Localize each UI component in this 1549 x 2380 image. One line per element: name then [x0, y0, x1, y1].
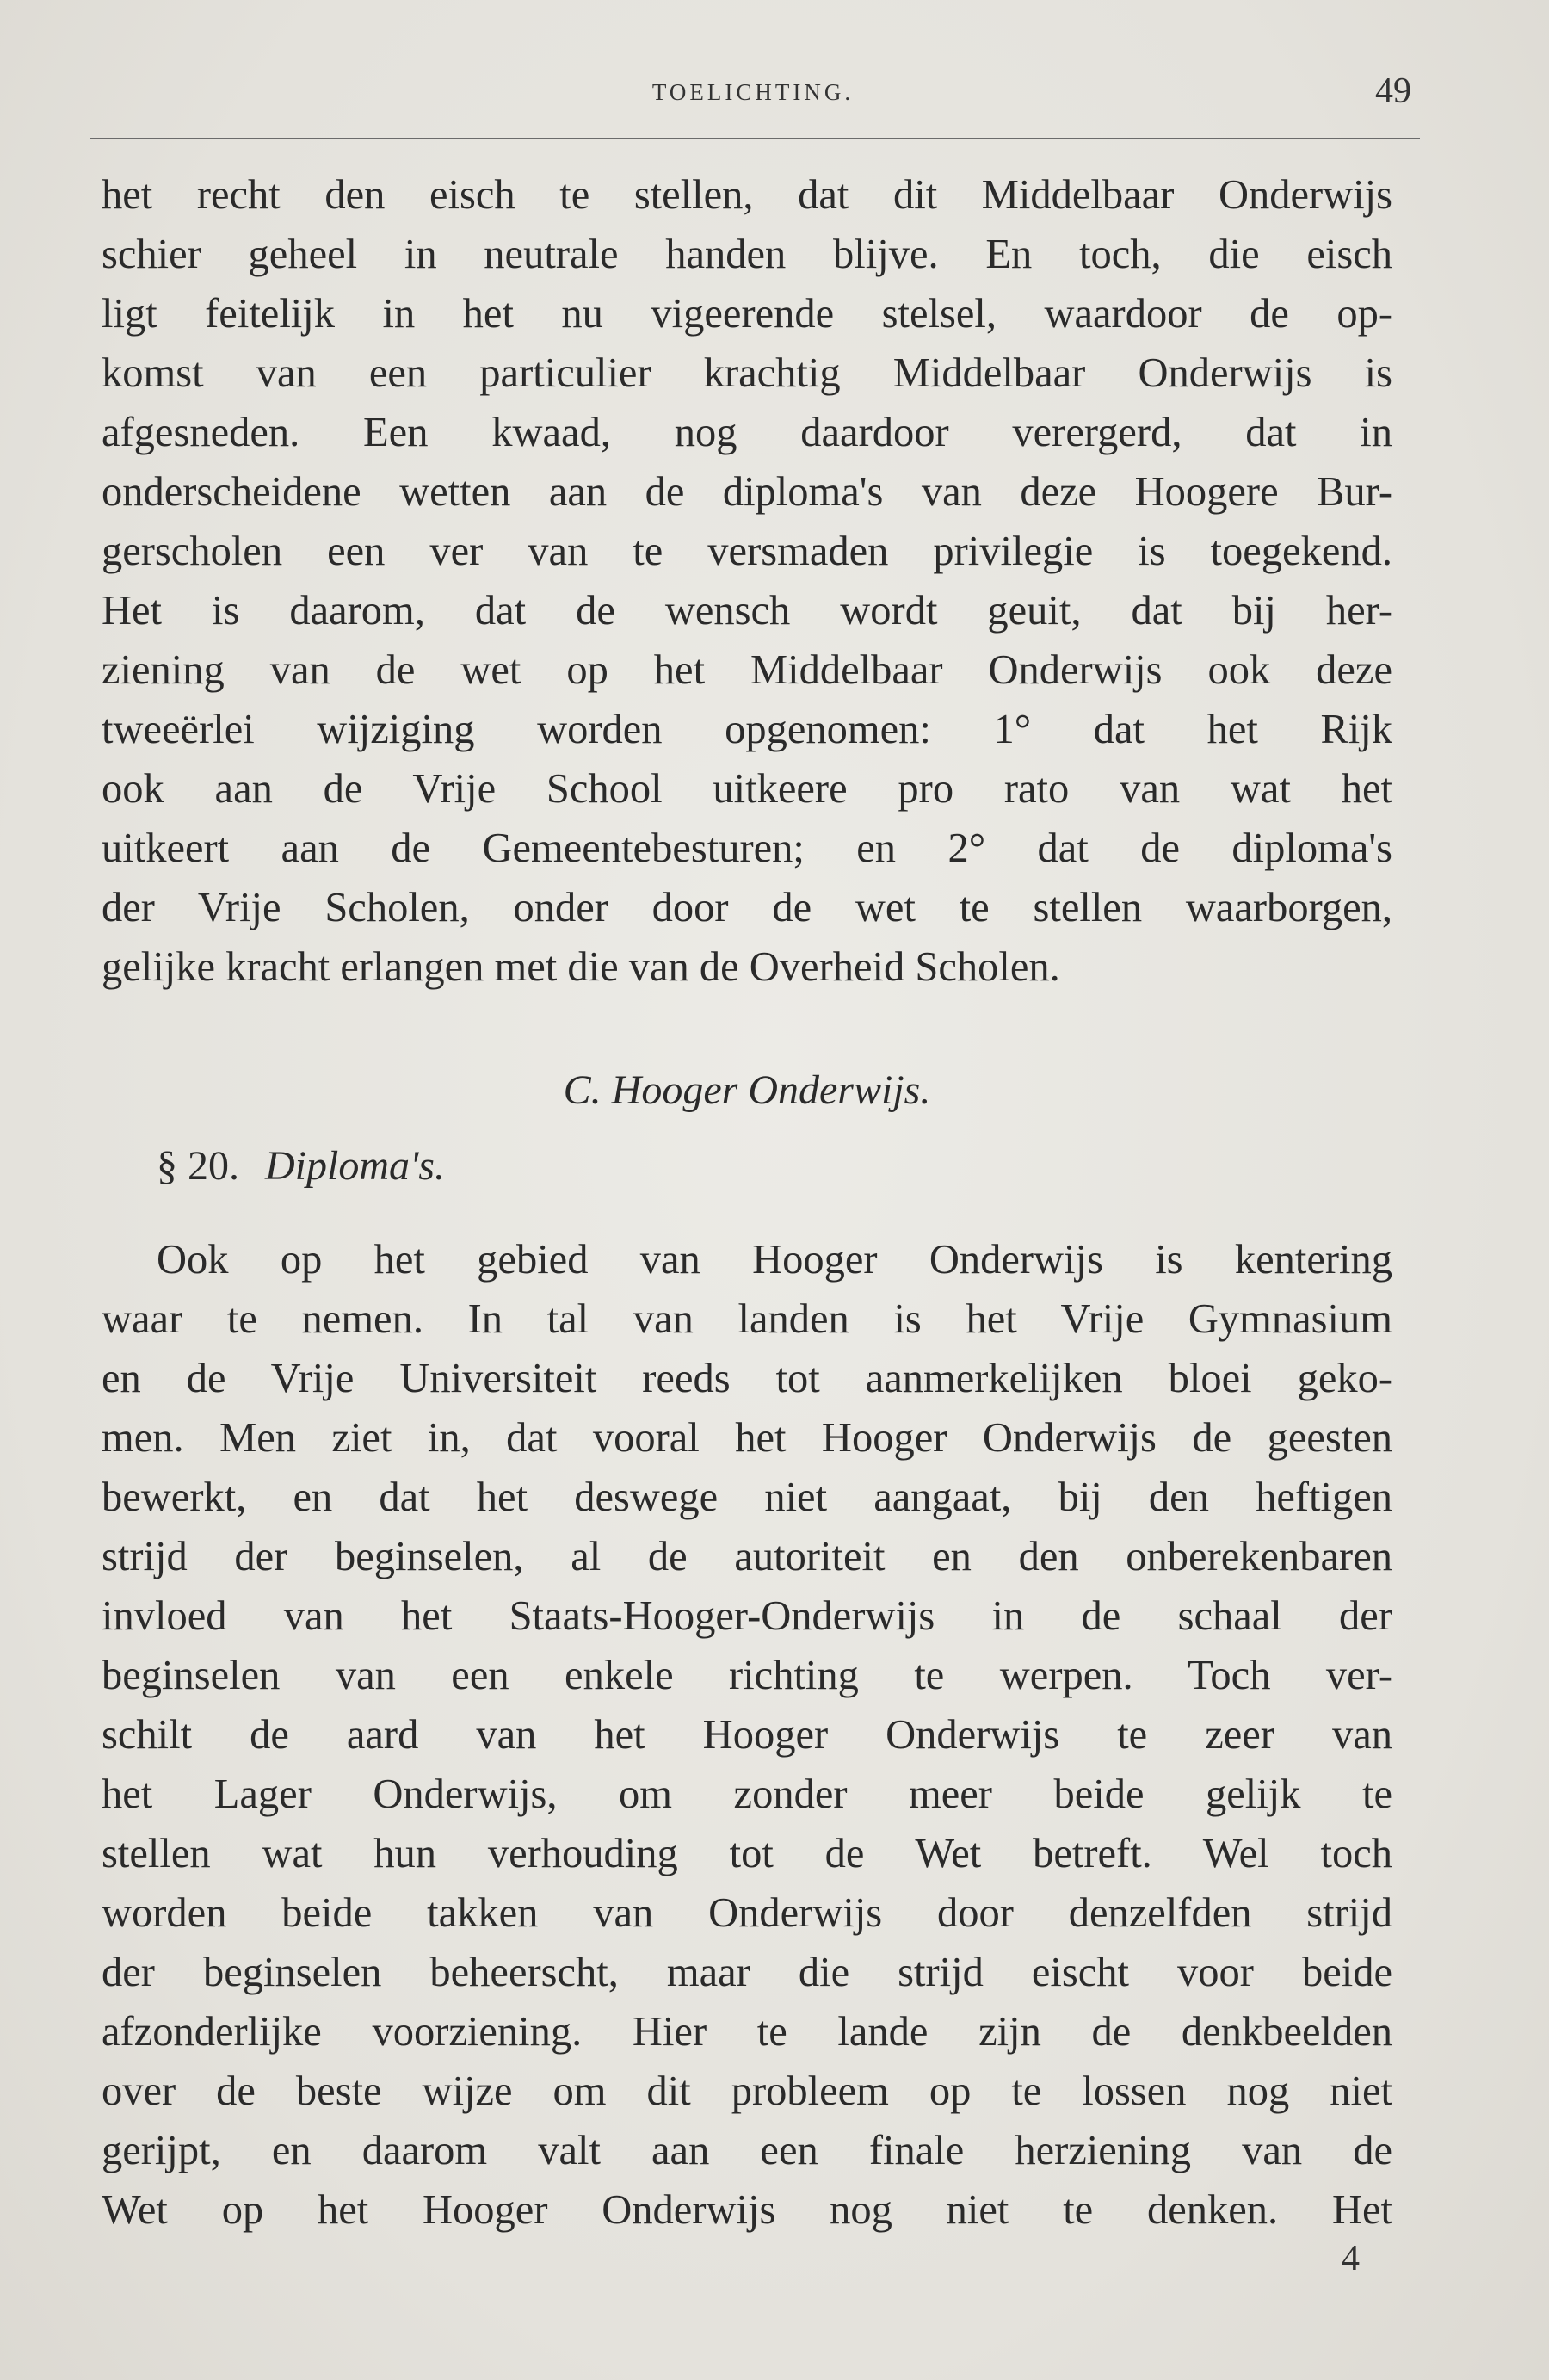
text-line: ook aan de Vrije School uitkeere pro rato van wat het: [102, 766, 1392, 812]
text-line: het recht den eisch te stellen, dat dit Middelbaar Onderwijs: [102, 172, 1392, 218]
text-line: en de Vrije Universiteit reeds tot aanmerkelijken bloei geko-: [102, 1356, 1392, 1401]
text-line: afzonderlijke voorziening. Hier te lande zijn de denkbeelden: [102, 2009, 1392, 2055]
text-line: waar te nemen. In tal van landen is het Vrije Gymnasium: [102, 1296, 1392, 1342]
text-line: gerscholen een ver van te versmaden privilegie is toegekend.: [102, 529, 1392, 574]
signature-mark: 4: [1342, 2239, 1360, 2278]
page-number: 49: [1375, 71, 1411, 111]
text-line: schier geheel in neutrale handen blijve. En toch, die eisch: [102, 232, 1392, 277]
text-line: ziening van de wet op het Middelbaar Onderwijs ook deze: [102, 647, 1392, 693]
text-line: stellen wat hun verhouding tot de Wet betreft. Wel toch: [102, 1831, 1392, 1876]
text-line: over de beste wijze om dit probleem op te lossen nog niet: [102, 2068, 1392, 2114]
paragraph-diplomas: [102, 1230, 1392, 2240]
paragraph-number: § 20.: [157, 1143, 239, 1189]
text-line: het Lager Onderwijs, om zonder meer beide gelijk te: [102, 1771, 1392, 1817]
text-line: strijd der beginselen, al de autoriteit en den onberekenbaren: [102, 1534, 1392, 1579]
text-line: bewerkt, en dat het deswege niet aangaat, bij den heftigen: [102, 1474, 1392, 1520]
text-line: beginselen van een enkele richting te werpen. Toch ver-: [102, 1653, 1392, 1698]
text-line: onderscheidene wetten aan de diploma's van deze Hoogere Bur-: [102, 469, 1392, 515]
text-line: men. Men ziet in, dat vooral het Hooger Onderwijs de geesten: [102, 1415, 1392, 1461]
text-line: Ook op het gebied van Hooger Onderwijs is kentering: [157, 1237, 1392, 1283]
text-line: der Vrije Scholen, onder door de wet te stellen waarborgen,: [102, 885, 1392, 930]
text-line: uitkeert aan de Gemeentebesturen; en 2° dat de diploma's: [102, 825, 1392, 871]
paragraph-title: Diploma's.: [265, 1143, 445, 1189]
text-line: ligt feitelijk in het nu vigeerende stelsel, waardoor de op-: [102, 291, 1392, 337]
text-line: gerijpt, en daarom valt aan een finale herziening van de: [102, 2128, 1392, 2173]
text-line: Het is daarom, dat de wensch wordt geuit, dat bij her-: [102, 588, 1392, 634]
text-line: gelijke kracht erlangen met die van de Overheid Scholen.: [102, 944, 1060, 990]
paragraph-continued: [102, 165, 1392, 997]
text-line: tweeërlei wijziging worden opgenomen: 1° dat het Rijk: [102, 707, 1392, 752]
header-rule: [90, 138, 1420, 139]
text-line: Wet op het Hooger Onderwijs nog niet te denken. Het: [102, 2187, 1392, 2233]
text-line: schilt de aard van het Hooger Onderwijs te zeer van: [102, 1712, 1392, 1758]
text-line: invloed van het Staats-Hooger-Onderwijs in de schaal der: [102, 1593, 1392, 1639]
text-line: afgesneden. Een kwaad, nog daardoor verergerd, dat in: [102, 410, 1392, 455]
text-line: worden beide takken van Onderwijs door denzelfden strijd: [102, 1890, 1392, 1936]
running-title: TOELICHTING.: [651, 79, 855, 105]
paragraph-heading: [157, 1136, 445, 1196]
section-heading: C. Hooger Onderwijs.: [563, 1067, 931, 1113]
text-line: komst van een particulier krachtig Middelbaar Onderwijs is: [102, 350, 1392, 396]
text-line: der beginselen beheerscht, maar die strijd eischt voor beide: [102, 1950, 1392, 1995]
running-head: [95, 71, 1411, 122]
